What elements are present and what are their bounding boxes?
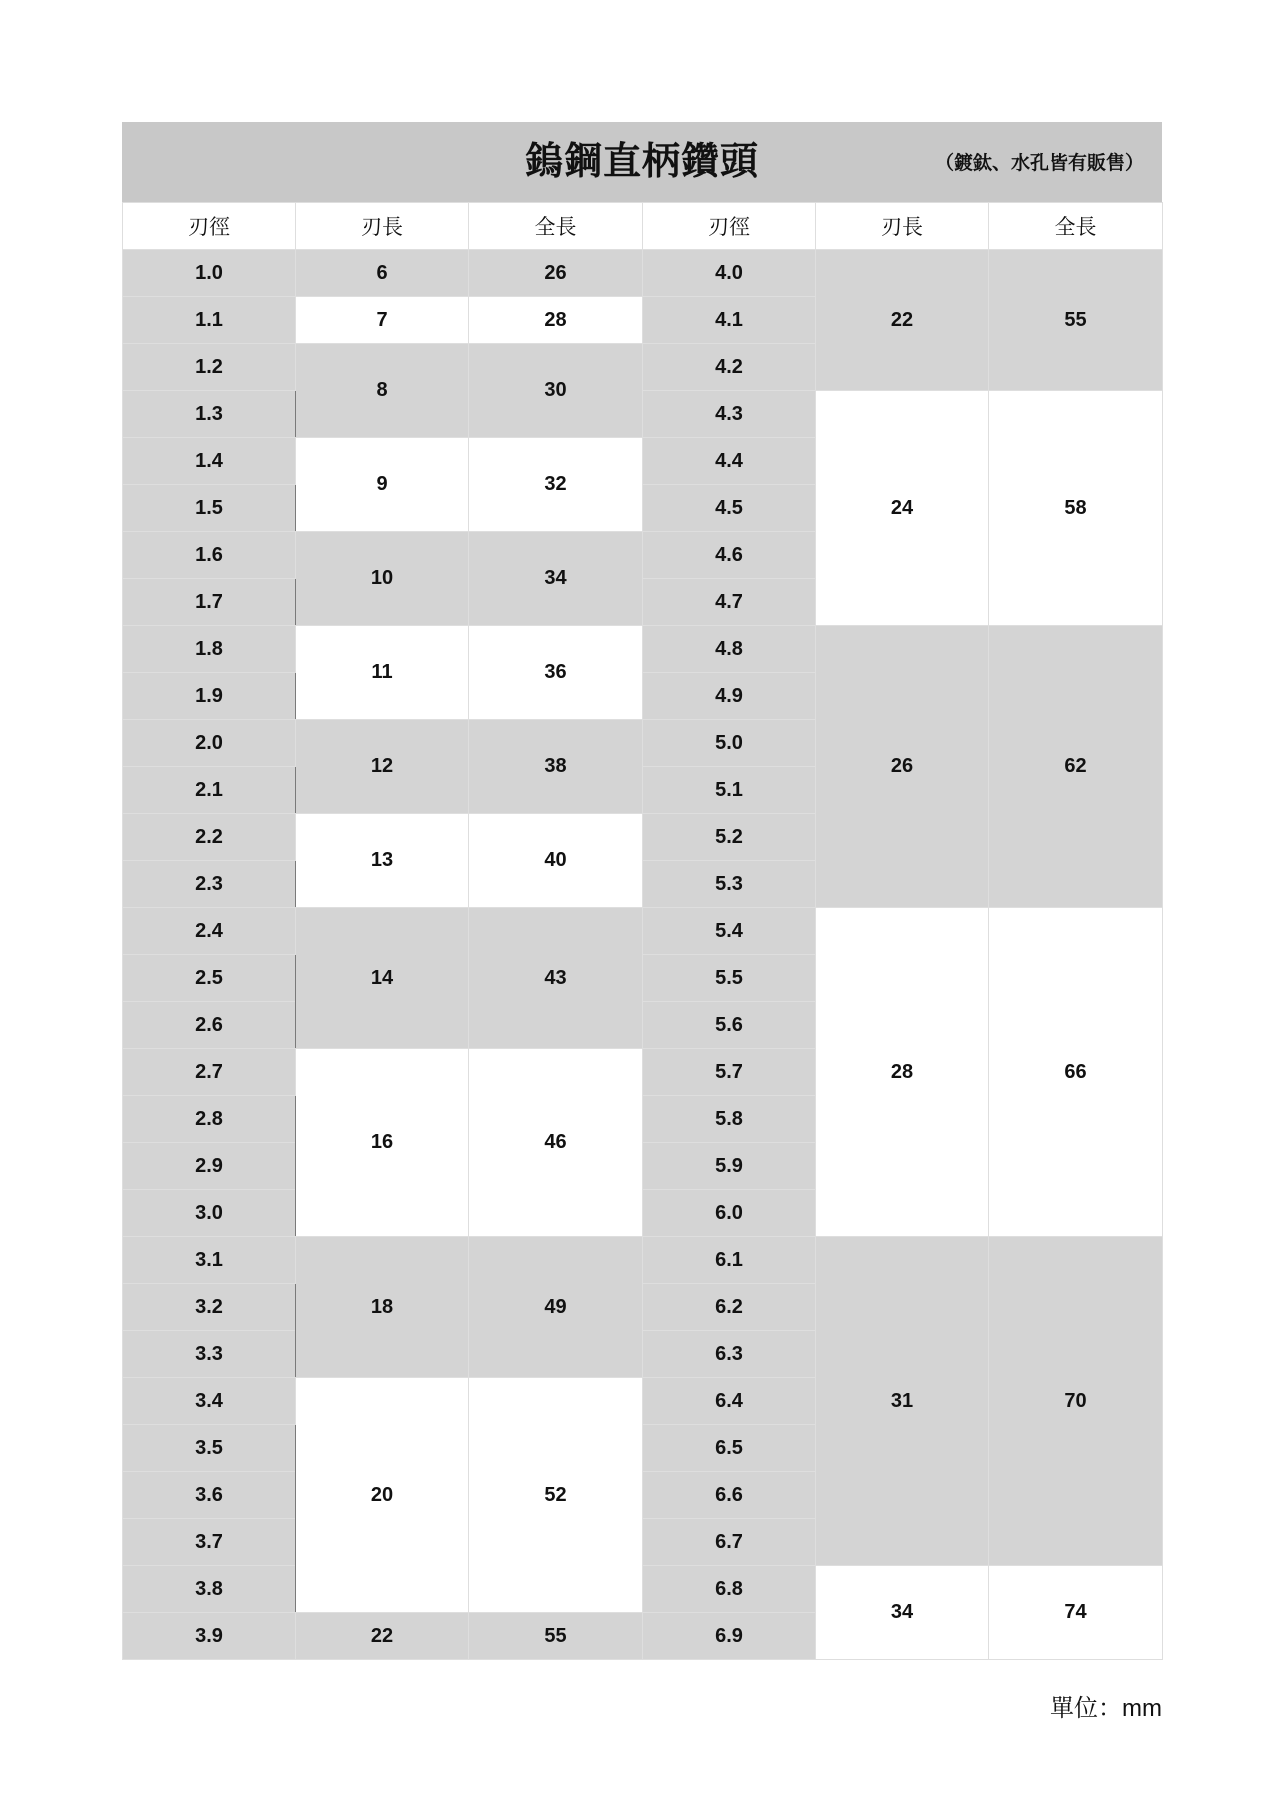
total-length-cell: 30: [469, 344, 643, 438]
diameter-cell: 4.9: [643, 673, 816, 720]
diameter-cell: 6.5: [643, 1425, 816, 1472]
diameter-cell: 6.6: [643, 1472, 816, 1519]
total-length-cell: 62: [989, 626, 1163, 908]
diameter-cell: 6.9: [643, 1613, 816, 1660]
blade-length-cell: 8: [296, 344, 469, 438]
blade-length-cell: 13: [296, 814, 469, 908]
diameter-cell: 4.7: [643, 579, 816, 626]
diameter-cell: 4.6: [643, 532, 816, 579]
total-length-cell: 70: [989, 1237, 1163, 1566]
title-bar: [122, 122, 1162, 202]
blade-length-cell: 14: [296, 908, 469, 1049]
blade-length-cell: 26: [816, 626, 989, 908]
diameter-cell: 1.2: [123, 344, 296, 391]
diameter-cell: 3.3: [123, 1331, 296, 1378]
diameter-cell: 1.5: [123, 485, 296, 532]
diameter-cell: 1.0: [123, 250, 296, 297]
diameter-cell: 5.5: [643, 955, 816, 1002]
diameter-cell: 3.0: [123, 1190, 296, 1237]
diameter-cell: 4.2: [643, 344, 816, 391]
total-length-cell: 40: [469, 814, 643, 908]
total-length-cell: 36: [469, 626, 643, 720]
diameter-cell: 1.4: [123, 438, 296, 485]
diameter-cell: 2.1: [123, 767, 296, 814]
diameter-cell: 3.2: [123, 1284, 296, 1331]
diameter-cell: 2.4: [123, 908, 296, 955]
table-row: [123, 1237, 1163, 1284]
diameter-cell: 3.4: [123, 1378, 296, 1425]
total-length-cell: 26: [469, 250, 643, 297]
blade-length-cell: 22: [816, 250, 989, 391]
diameter-cell: 2.3: [123, 861, 296, 908]
table-row: [123, 908, 1163, 955]
total-length-cell: 74: [989, 1566, 1163, 1660]
blade-length-cell: 34: [816, 1566, 989, 1660]
diameter-cell: 5.8: [643, 1096, 816, 1143]
total-length-cell: 58: [989, 391, 1163, 626]
diameter-cell: 4.3: [643, 391, 816, 438]
diameter-cell: 3.9: [123, 1613, 296, 1660]
unit-label: 單位：mm: [1050, 1695, 1162, 1722]
blade-length-cell: 28: [816, 908, 989, 1237]
diameter-cell: 3.1: [123, 1237, 296, 1284]
diameter-cell: 5.1: [643, 767, 816, 814]
blade-length-cell: 24: [816, 391, 989, 626]
total-length-cell: 49: [469, 1237, 643, 1378]
header-diameter-right: 刃徑: [643, 203, 816, 250]
diameter-cell: 1.9: [123, 673, 296, 720]
page-title: 鎢鋼直柄鑽頭: [524, 141, 759, 183]
table-row: [123, 1566, 1163, 1613]
total-length-cell: 46: [469, 1049, 643, 1237]
diameter-cell: 2.2: [123, 814, 296, 861]
header-total-length-right: 全長: [989, 203, 1163, 250]
subtitle-note: （鍍鈦、水孔皆有販售）: [934, 153, 1144, 174]
diameter-cell: 6.2: [643, 1284, 816, 1331]
spec-table: [122, 202, 1163, 1660]
blade-length-cell: 20: [296, 1378, 469, 1613]
blade-length-cell: 22: [296, 1613, 469, 1660]
diameter-cell: 6.4: [643, 1378, 816, 1425]
diameter-cell: 6.7: [643, 1519, 816, 1566]
table-row: [123, 626, 1163, 673]
diameter-cell: 3.6: [123, 1472, 296, 1519]
total-length-cell: 55: [989, 250, 1163, 391]
blade-length-cell: 31: [816, 1237, 989, 1566]
total-length-cell: 38: [469, 720, 643, 814]
diameter-cell: 5.0: [643, 720, 816, 767]
diameter-cell: 2.9: [123, 1143, 296, 1190]
total-length-cell: 32: [469, 438, 643, 532]
diameter-cell: 4.0: [643, 250, 816, 297]
total-length-cell: 43: [469, 908, 643, 1049]
spec-table-body: [123, 250, 1163, 1660]
blade-length-cell: 12: [296, 720, 469, 814]
header-total-length-left: 全長: [469, 203, 643, 250]
diameter-cell: 2.6: [123, 1002, 296, 1049]
blade-length-cell: 6: [296, 250, 469, 297]
diameter-cell: 5.3: [643, 861, 816, 908]
total-length-cell: 28: [469, 297, 643, 344]
diameter-cell: 6.1: [643, 1237, 816, 1284]
total-length-cell: 52: [469, 1378, 643, 1613]
diameter-cell: 1.1: [123, 297, 296, 344]
diameter-cell: 4.8: [643, 626, 816, 673]
blade-length-cell: 7: [296, 297, 469, 344]
blade-length-cell: 9: [296, 438, 469, 532]
total-length-cell: 66: [989, 908, 1163, 1237]
diameter-cell: 1.3: [123, 391, 296, 438]
diameter-cell: 2.8: [123, 1096, 296, 1143]
diameter-cell: 1.8: [123, 626, 296, 673]
diameter-cell: 5.6: [643, 1002, 816, 1049]
total-length-cell: 55: [469, 1613, 643, 1660]
header-blade-length-left: 刃長: [296, 203, 469, 250]
diameter-cell: 6.3: [643, 1331, 816, 1378]
blade-length-cell: 11: [296, 626, 469, 720]
total-length-cell: 34: [469, 532, 643, 626]
diameter-cell: 5.2: [643, 814, 816, 861]
diameter-cell: 5.7: [643, 1049, 816, 1096]
blade-length-cell: 16: [296, 1049, 469, 1237]
diameter-cell: 1.6: [123, 532, 296, 579]
diameter-cell: 3.8: [123, 1566, 296, 1613]
header-row: [123, 203, 1163, 250]
spec-sheet: [122, 122, 1162, 1660]
header-diameter-left: 刃徑: [123, 203, 296, 250]
diameter-cell: 1.7: [123, 579, 296, 626]
table-row: [123, 391, 1163, 438]
diameter-cell: 5.4: [643, 908, 816, 955]
diameter-cell: 6.8: [643, 1566, 816, 1613]
diameter-cell: 2.5: [123, 955, 296, 1002]
table-row: [123, 250, 1163, 297]
header-blade-length-right: 刃長: [816, 203, 989, 250]
blade-length-cell: 18: [296, 1237, 469, 1378]
diameter-cell: 4.5: [643, 485, 816, 532]
diameter-cell: 3.7: [123, 1519, 296, 1566]
diameter-cell: 4.4: [643, 438, 816, 485]
blade-length-cell: 10: [296, 532, 469, 626]
diameter-cell: 5.9: [643, 1143, 816, 1190]
diameter-cell: 4.1: [643, 297, 816, 344]
diameter-cell: 2.0: [123, 720, 296, 767]
diameter-cell: 6.0: [643, 1190, 816, 1237]
diameter-cell: 2.7: [123, 1049, 296, 1096]
diameter-cell: 3.5: [123, 1425, 296, 1472]
